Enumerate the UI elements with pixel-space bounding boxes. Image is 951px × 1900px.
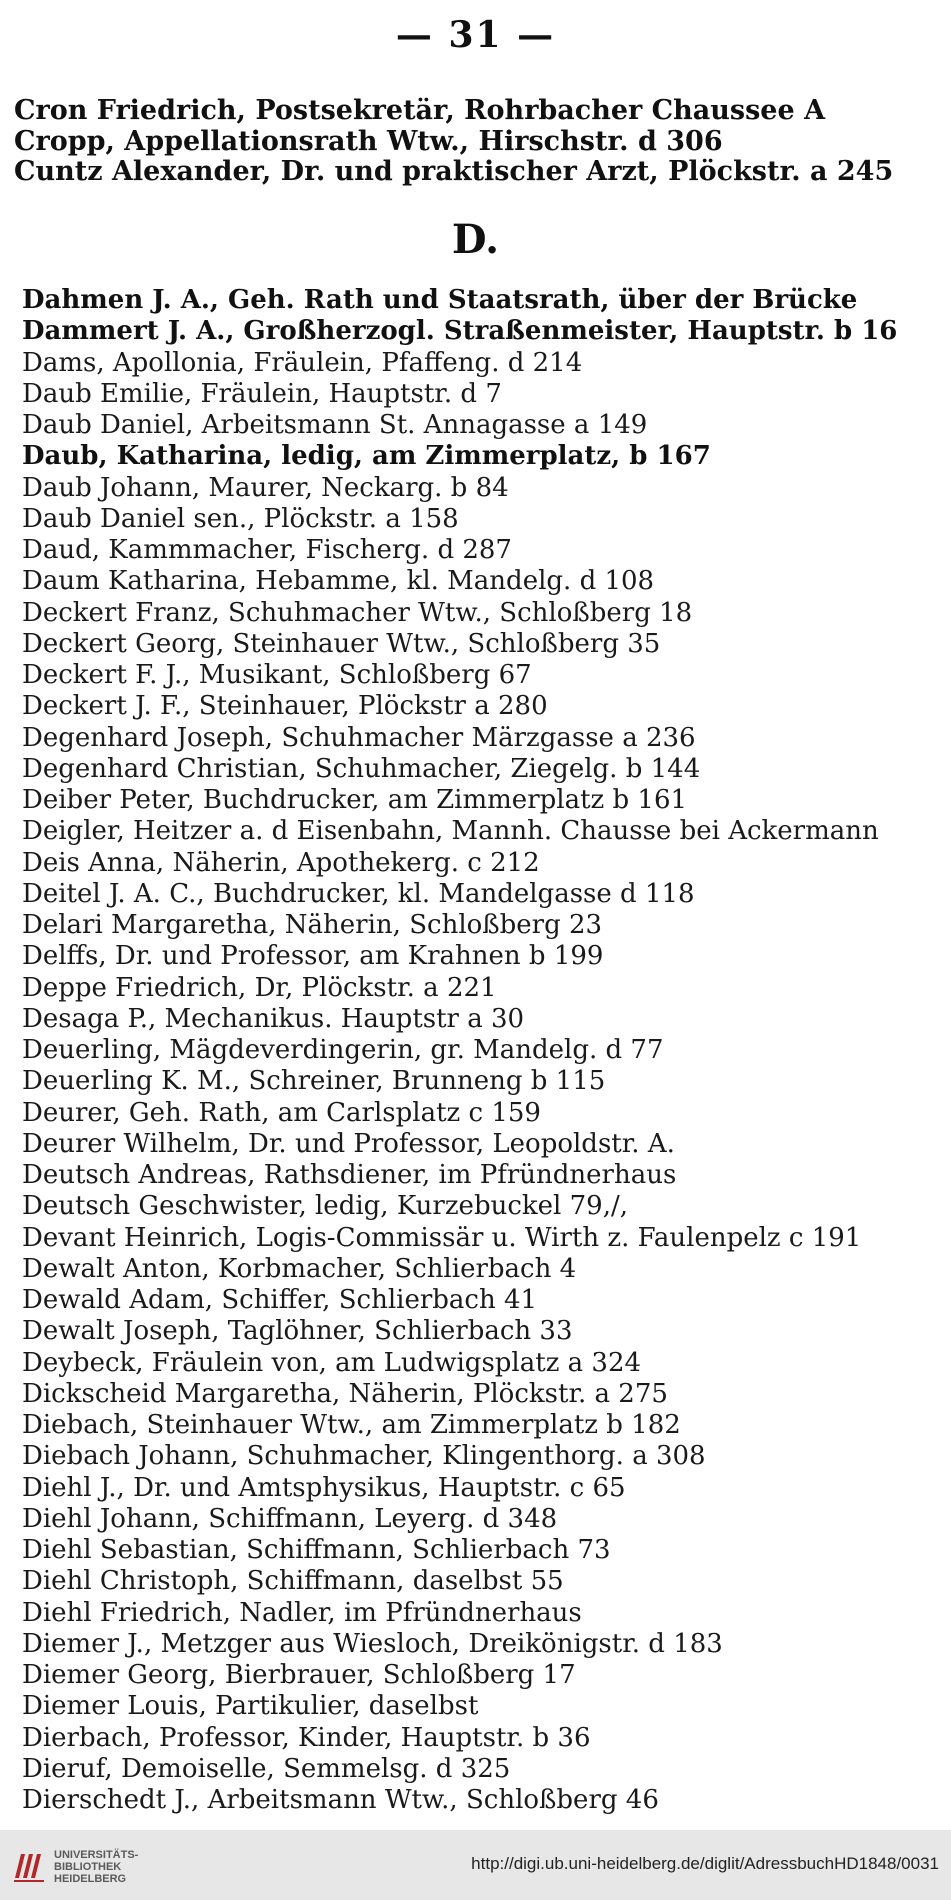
list-item: Delari Margaretha, Näherin, Schloßberg 23 bbox=[22, 910, 603, 940]
list-item: Dieruf, Demoiselle, Semmelsg. d 325 bbox=[22, 1753, 511, 1784]
library-name-line: BIBLIOTHEK bbox=[54, 1861, 122, 1873]
list-item: Degenhard Joseph, Schuhmacher Märzgasse a 236 bbox=[22, 722, 696, 753]
list-item: Delffs, Dr. und Professor, am Krahnen b 199 bbox=[22, 941, 604, 972]
entries-main-list bbox=[22, 285, 922, 1816]
list-item: Cron Friedrich, Postsekretär, Rohrbacher Chaussee A bbox=[14, 95, 826, 126]
list-item: Diehl Sebastian, Schiffmann, Schlierbach 73 bbox=[22, 1535, 611, 1565]
list-item: Dickscheid Margaretha, Näherin, Plöckstr. a 275 bbox=[22, 1378, 668, 1409]
list-item: Diebach Johann, Schuhmacher, Klingenthorg. a 308 bbox=[22, 1441, 706, 1472]
list-item: Deutsch Andreas, Rathsdiener, im Pfründnerhaus bbox=[22, 1160, 677, 1190]
list-item: Deiber Peter, Buchdrucker, am Zimmerplatz b 161 bbox=[22, 785, 688, 815]
list-item: Deckert J. F., Steinhauer, Plöckstr a 280 bbox=[22, 691, 548, 722]
list-item: Daub, Katharina, ledig, am Zimmerplatz, b 167 bbox=[22, 441, 711, 472]
library-name-line: HEIDELBERG bbox=[54, 1873, 127, 1885]
list-item: Dammert J. A., Großherzogl. Straßenmeister, Hauptstr. b 16 bbox=[22, 316, 898, 347]
list-item: Deigler, Heitzer a. d Eisenbahn, Mannh. Chausse bei Ackermann bbox=[22, 816, 879, 847]
list-item: Cuntz Alexander, Dr. und praktischer Arzt, Plöckstr. a 245 bbox=[14, 156, 894, 188]
list-item: Degenhard Christian, Schuhmacher, Ziegelg. b 144 bbox=[22, 753, 701, 784]
source-url-link[interactable]: http://digi.ub.uni-heidelberg.de/diglit/AdressbuchHD1848/0031 bbox=[471, 1854, 939, 1873]
list-item: Deuerling K. M., Schreiner, Brunneng b 115 bbox=[22, 1066, 606, 1097]
list-item: Deckert Georg, Steinhauer Wtw., Schloßberg 35 bbox=[22, 628, 661, 659]
list-item: Deybeck, Fräulein von, am Ludwigsplatz a 324 bbox=[22, 1347, 642, 1378]
list-item: Dams, Apollonia, Fräulein, Pfaffeng. d 214 bbox=[22, 347, 583, 378]
heidelberg-library-logo-icon bbox=[12, 1848, 46, 1884]
list-item: Diebach, Steinhauer Wtw., am Zimmerplatz b 182 bbox=[22, 1410, 681, 1440]
page-number: — 31 — bbox=[395, 14, 556, 56]
list-item: Deurer, Geh. Rath, am Carlsplatz c 159 bbox=[22, 1097, 541, 1128]
entries-top-list bbox=[14, 96, 914, 188]
list-item: Daub Johann, Maurer, Neckarg. b 84 bbox=[22, 472, 509, 503]
list-item: Deckert Franz, Schuhmacher Wtw., Schloßberg 18 bbox=[22, 597, 693, 628]
list-item: Dahmen J. A., Geh. Rath und Staatsrath, über der Brücke bbox=[22, 285, 858, 315]
library-name bbox=[54, 1849, 138, 1885]
list-item: Diemer Georg, Bierbrauer, Schloßberg 17 bbox=[22, 1660, 576, 1690]
list-item: Diehl Friedrich, Nadler, im Pfründnerhaus bbox=[22, 1597, 582, 1628]
list-item: Daud, Kammmacher, Fischerg. d 287 bbox=[22, 535, 512, 565]
list-item: Dewalt Joseph, Taglöhner, Schlierbach 33 bbox=[22, 1316, 573, 1347]
list-item: Diemer Louis, Partikulier, daselbst bbox=[22, 1691, 479, 1722]
list-item: Diemer J., Metzger aus Wiesloch, Dreikönigstr. d 183 bbox=[22, 1628, 723, 1659]
list-item: Deckert F. J., Musikant, Schloßberg 67 bbox=[22, 660, 532, 690]
list-item: Diehl J., Dr. und Amtsphysikus, Hauptstr. c 65 bbox=[22, 1472, 626, 1503]
list-item: Deuerling, Mägdeverdingerin, gr. Mandelg. d 77 bbox=[22, 1035, 664, 1065]
list-item: Desaga P., Mechanikus. Hauptstr a 30 bbox=[22, 1003, 525, 1034]
list-item: Deurer Wilhelm, Dr. und Professor, Leopoldstr. A. bbox=[22, 1128, 675, 1159]
list-item: Daum Katharina, Hebamme, kl. Mandelg. d 108 bbox=[22, 566, 655, 597]
list-item: Dierschedt J., Arbeitsmann Wtw., Schloßberg 46 bbox=[22, 1785, 659, 1815]
list-item: Deitel J. A. C., Buchdrucker, kl. Mandelgasse d 118 bbox=[22, 878, 695, 909]
list-item: Daub Emilie, Fräulein, Hauptstr. d 7 bbox=[22, 378, 502, 409]
list-item: Deutsch Geschwister, ledig, Kurzebuckel 79,/, bbox=[22, 1191, 628, 1222]
list-item: Diehl Christoph, Schiffmann, daselbst 55 bbox=[22, 1566, 564, 1597]
list-item: Dewalt Anton, Korbmacher, Schlierbach 4 bbox=[22, 1253, 577, 1284]
list-item: Cropp, Appellationsrath Wtw., Hirschstr. d 306 bbox=[14, 125, 723, 157]
section-heading: D. bbox=[451, 216, 500, 263]
list-item: Devant Heinrich, Logis-Commissär u. Wirth z. Faulenpelz c 191 bbox=[22, 1222, 862, 1253]
list-item: Deppe Friedrich, Dr, Plöckstr. a 221 bbox=[22, 972, 497, 1003]
list-item: Diehl Johann, Schiffmann, Leyerg. d 348 bbox=[22, 1503, 558, 1534]
digitization-footer bbox=[0, 1830, 951, 1900]
library-name-line: UNIVERSITÄTS- bbox=[54, 1849, 139, 1861]
list-item: Daub Daniel, Arbeitsmann St. Annagasse a 149 bbox=[22, 410, 648, 440]
list-item: Daub Daniel sen., Plöckstr. a 158 bbox=[22, 503, 459, 534]
list-item: Deis Anna, Näherin, Apothekerg. c 212 bbox=[22, 847, 540, 878]
list-item: Dewald Adam, Schiffer, Schlierbach 41 bbox=[22, 1285, 538, 1315]
list-item: Dierbach, Professor, Kinder, Hauptstr. b 36 bbox=[22, 1722, 591, 1753]
